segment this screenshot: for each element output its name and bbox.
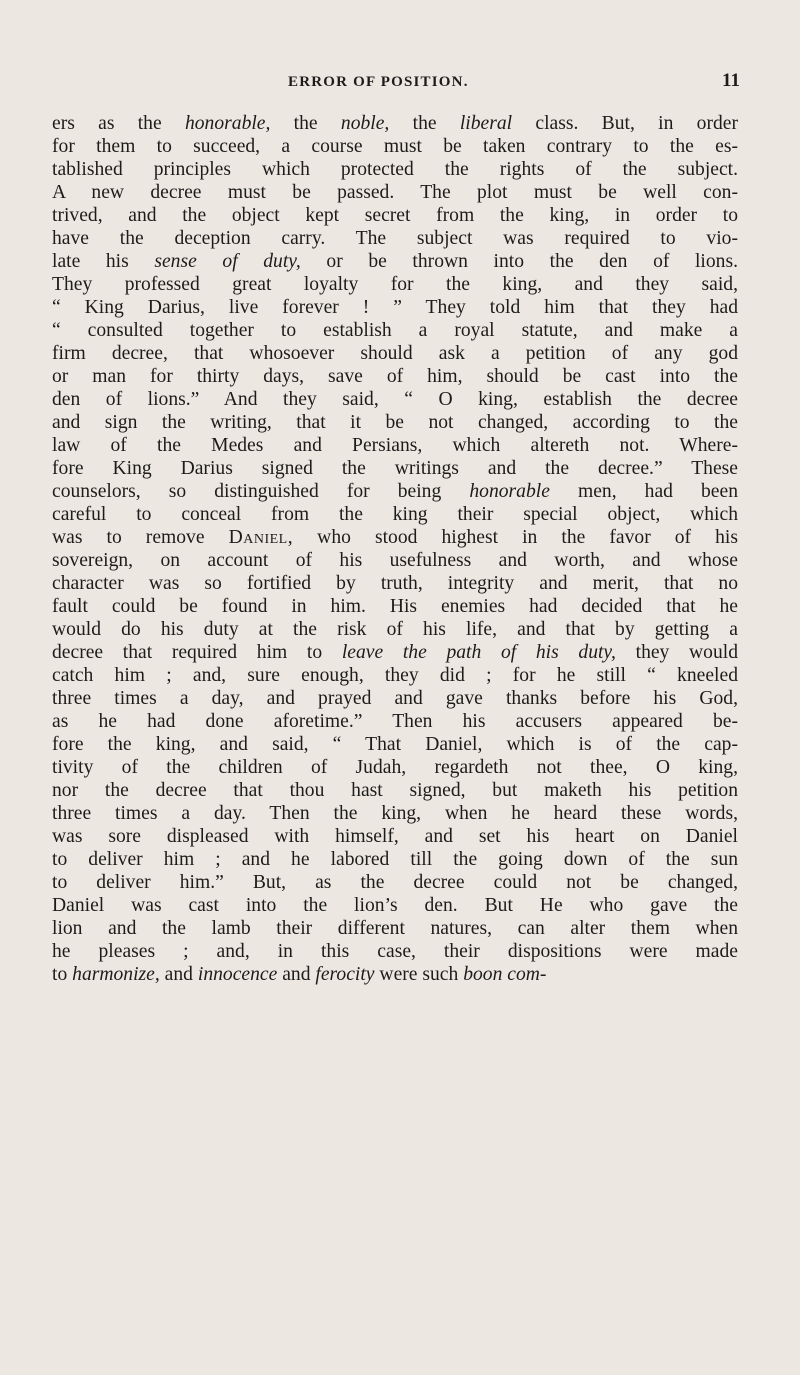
text-run: They professed great loyalty for the king, and they said, xyxy=(52,274,738,295)
text-line xyxy=(52,549,738,572)
text-run: tablished principles which protected the rights of the subject. xyxy=(52,159,738,180)
text-run: late his xyxy=(52,251,155,272)
text-run: and sign the writing, that it be not changed, according to the xyxy=(52,412,738,433)
italic-text: sense of duty, xyxy=(154,251,301,272)
page-number: 11 xyxy=(722,70,740,91)
text-line xyxy=(52,779,738,802)
text-run: den of lions.” And they said, “ O king, establish the decree xyxy=(52,389,738,410)
text-run: Daniel was cast into the lion’s den. But He who gave the xyxy=(52,895,738,916)
text-run: he pleases ; and, in this case, their dispositions were made xyxy=(52,941,738,962)
text-run: and xyxy=(159,964,198,985)
text-line xyxy=(52,480,738,503)
text-line xyxy=(52,434,738,457)
text-run: counselors, so distinguished for being xyxy=(52,481,470,502)
text-line xyxy=(52,917,738,940)
text-line xyxy=(52,871,738,894)
italic-text: liberal xyxy=(459,113,513,134)
text-run: catch him ; and, sure enough, they did ; for he still “ kneeled xyxy=(52,665,738,686)
body-text xyxy=(52,112,738,986)
text-line xyxy=(52,526,738,549)
text-run: fore the king, and said, “ That Daniel, which is of the cap- xyxy=(52,734,738,755)
running-title: ERROR OF POSITION. xyxy=(288,74,469,90)
text-run: three times a day. Then the king, when he heard these words, xyxy=(52,803,738,824)
text-line xyxy=(52,250,738,273)
italic-text: innocence xyxy=(197,964,278,985)
text-run: tivity of the children of Judah, regardeth not thee, O king, xyxy=(52,757,738,778)
text-run: fore King Darius signed the writings and the decree.” These xyxy=(52,458,738,479)
text-run: were such xyxy=(374,964,464,985)
italic-text: leave the path of his duty, xyxy=(341,642,616,663)
text-line xyxy=(52,296,738,319)
text-run: class. But, in order xyxy=(512,113,738,134)
text-run: “ consulted together to establish a royal statute, and make a xyxy=(52,320,738,341)
text-run: lion and the lamb their different natures, can alter them when xyxy=(52,918,738,939)
text-run: men, had been xyxy=(549,481,738,502)
text-run: to deliver him ; and he labored till the going down of the sun xyxy=(52,849,738,870)
text-run: character was so fortified by truth, integrity and merit, that no xyxy=(52,573,738,594)
text-line xyxy=(52,365,738,388)
text-line xyxy=(52,733,738,756)
text-run: or be thrown into the den of lions. xyxy=(300,251,738,272)
text-run: firm decree, that whosoever should ask a petition of any god xyxy=(52,343,738,364)
text-line xyxy=(52,963,738,986)
italic-text: honorable, xyxy=(184,113,271,134)
text-line xyxy=(52,135,738,158)
text-line xyxy=(52,848,738,871)
text-run: for them to succeed, a course must be taken contrary to the es- xyxy=(52,136,738,157)
running-head xyxy=(0,64,800,94)
text-line xyxy=(52,342,738,365)
small-caps-text: Daniel, xyxy=(228,527,294,548)
text-line xyxy=(52,457,738,480)
italic-text: harmonize, xyxy=(72,964,160,985)
text-run: law of the Medes and Persians, which altereth not. Where- xyxy=(52,435,738,456)
text-run: to xyxy=(52,964,73,985)
text-line xyxy=(52,618,738,641)
text-line xyxy=(52,664,738,687)
text-run: the xyxy=(270,113,341,134)
text-line xyxy=(52,572,738,595)
text-run: to deliver him.” But, as the decree could not be changed, xyxy=(52,872,738,893)
text-run: they would xyxy=(615,642,739,663)
text-line xyxy=(52,181,738,204)
text-run: “ King Darius, live forever ! ” They told him that they had xyxy=(52,297,738,318)
text-run: careful to conceal from the king their special object, which xyxy=(52,504,738,525)
text-line xyxy=(52,940,738,963)
text-run: fault could be found in him. His enemies had decided that he xyxy=(52,596,738,617)
text-line xyxy=(52,112,738,135)
text-line xyxy=(52,158,738,181)
text-line xyxy=(52,273,738,296)
text-run: who stood highest in the favor of his xyxy=(293,527,738,548)
text-run: would do his duty at the risk of his life, and that by getting a xyxy=(52,619,738,640)
text-run: sovereign, on account of his usefulness and worth, and whose xyxy=(52,550,738,571)
text-run: and xyxy=(277,964,316,985)
text-line xyxy=(52,227,738,250)
text-run: the xyxy=(389,113,460,134)
text-line xyxy=(52,319,738,342)
text-line xyxy=(52,710,738,733)
text-run: have the deception carry. The subject was required to vio- xyxy=(52,228,738,249)
text-run: nor the decree that thou hast signed, but maketh his petition xyxy=(52,780,738,801)
text-line xyxy=(52,641,738,664)
text-line xyxy=(52,411,738,434)
text-run: ers as the xyxy=(52,113,185,134)
italic-text: honorable xyxy=(469,481,550,502)
text-line xyxy=(52,894,738,917)
text-line xyxy=(52,687,738,710)
text-line xyxy=(52,802,738,825)
italic-text: boon com- xyxy=(463,964,547,985)
text-line xyxy=(52,756,738,779)
italic-text: ferocity xyxy=(315,964,375,985)
text-line xyxy=(52,204,738,227)
text-line xyxy=(52,595,738,618)
text-run: three times a day, and prayed and gave thanks before his God, xyxy=(52,688,738,709)
text-line xyxy=(52,388,738,411)
text-run: as he had done aforetime.” Then his accusers appeared be- xyxy=(52,711,738,732)
text-run: A new decree must be passed. The plot must be well con- xyxy=(52,182,738,203)
text-line xyxy=(52,825,738,848)
text-run: was sore displeased with himself, and set his heart on Daniel xyxy=(52,826,738,847)
italic-text: noble, xyxy=(340,113,390,134)
text-run: was to remove xyxy=(52,527,229,548)
text-run: decree that required him to xyxy=(52,642,342,663)
text-run: trived, and the object kept secret from the king, in order to xyxy=(52,205,738,226)
text-line xyxy=(52,503,738,526)
text-run: or man for thirty days, save of him, should be cast into the xyxy=(52,366,738,387)
